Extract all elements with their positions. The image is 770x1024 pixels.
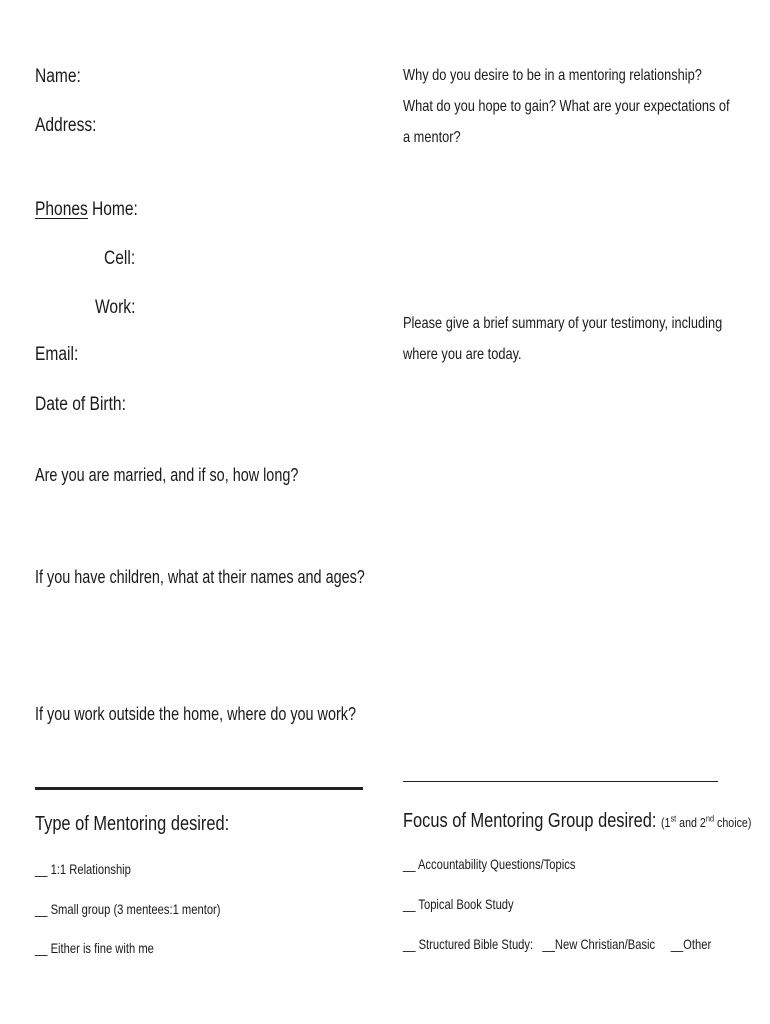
type-option-2: __ Small group (3 mentees:1 mentor) bbox=[35, 901, 221, 917]
children-question: If you have children, what at their names and ages? bbox=[35, 567, 365, 587]
focus-option-2: __ Topical Book Study bbox=[403, 896, 514, 912]
focus-option-1: __ Accountability Questions/Topics bbox=[403, 856, 576, 872]
focus-option-3 bbox=[403, 936, 711, 952]
dob-label: Date of Birth: bbox=[35, 394, 126, 415]
work-phone-label: Work: bbox=[95, 297, 136, 318]
right-divider-line bbox=[403, 781, 718, 782]
home-phone-label: Home: bbox=[92, 199, 138, 220]
focus-choice-note: (1st and 2nd choice) bbox=[660, 813, 752, 830]
focus-option-3-main: __ Structured Bible Study: bbox=[403, 936, 534, 952]
phones-label: Phones bbox=[35, 199, 88, 220]
address-label: Address: bbox=[35, 115, 97, 136]
focus-option-3-new-christian: __New Christian/Basic bbox=[542, 936, 656, 952]
focus-option-3-other: __Other bbox=[670, 936, 712, 952]
type-option-3: __ Either is fine with me bbox=[35, 940, 154, 956]
mentoring-question: Why do you desire to be in a mentoring relationship? What do you hope to gain? What are your expectations of a mentor? bbox=[403, 67, 730, 146]
name-label: Name: bbox=[35, 66, 81, 87]
focus-heading-text: Focus of Mentoring Group desired: bbox=[403, 810, 657, 832]
work-question: If you work outside the home, where do you work? bbox=[35, 704, 356, 724]
left-divider-line bbox=[35, 787, 363, 790]
focus-heading bbox=[403, 810, 751, 833]
testimony-question: Please give a brief summary of your testimony, including where you are today. bbox=[403, 315, 723, 363]
type-option-1: __ 1:1 Relationship bbox=[35, 861, 131, 877]
married-question: Are you are married, and if so, how long? bbox=[35, 465, 299, 485]
type-heading: Type of Mentoring desired: bbox=[35, 813, 230, 835]
email-label: Email: bbox=[35, 344, 79, 365]
cell-phone-label: Cell: bbox=[104, 248, 136, 269]
